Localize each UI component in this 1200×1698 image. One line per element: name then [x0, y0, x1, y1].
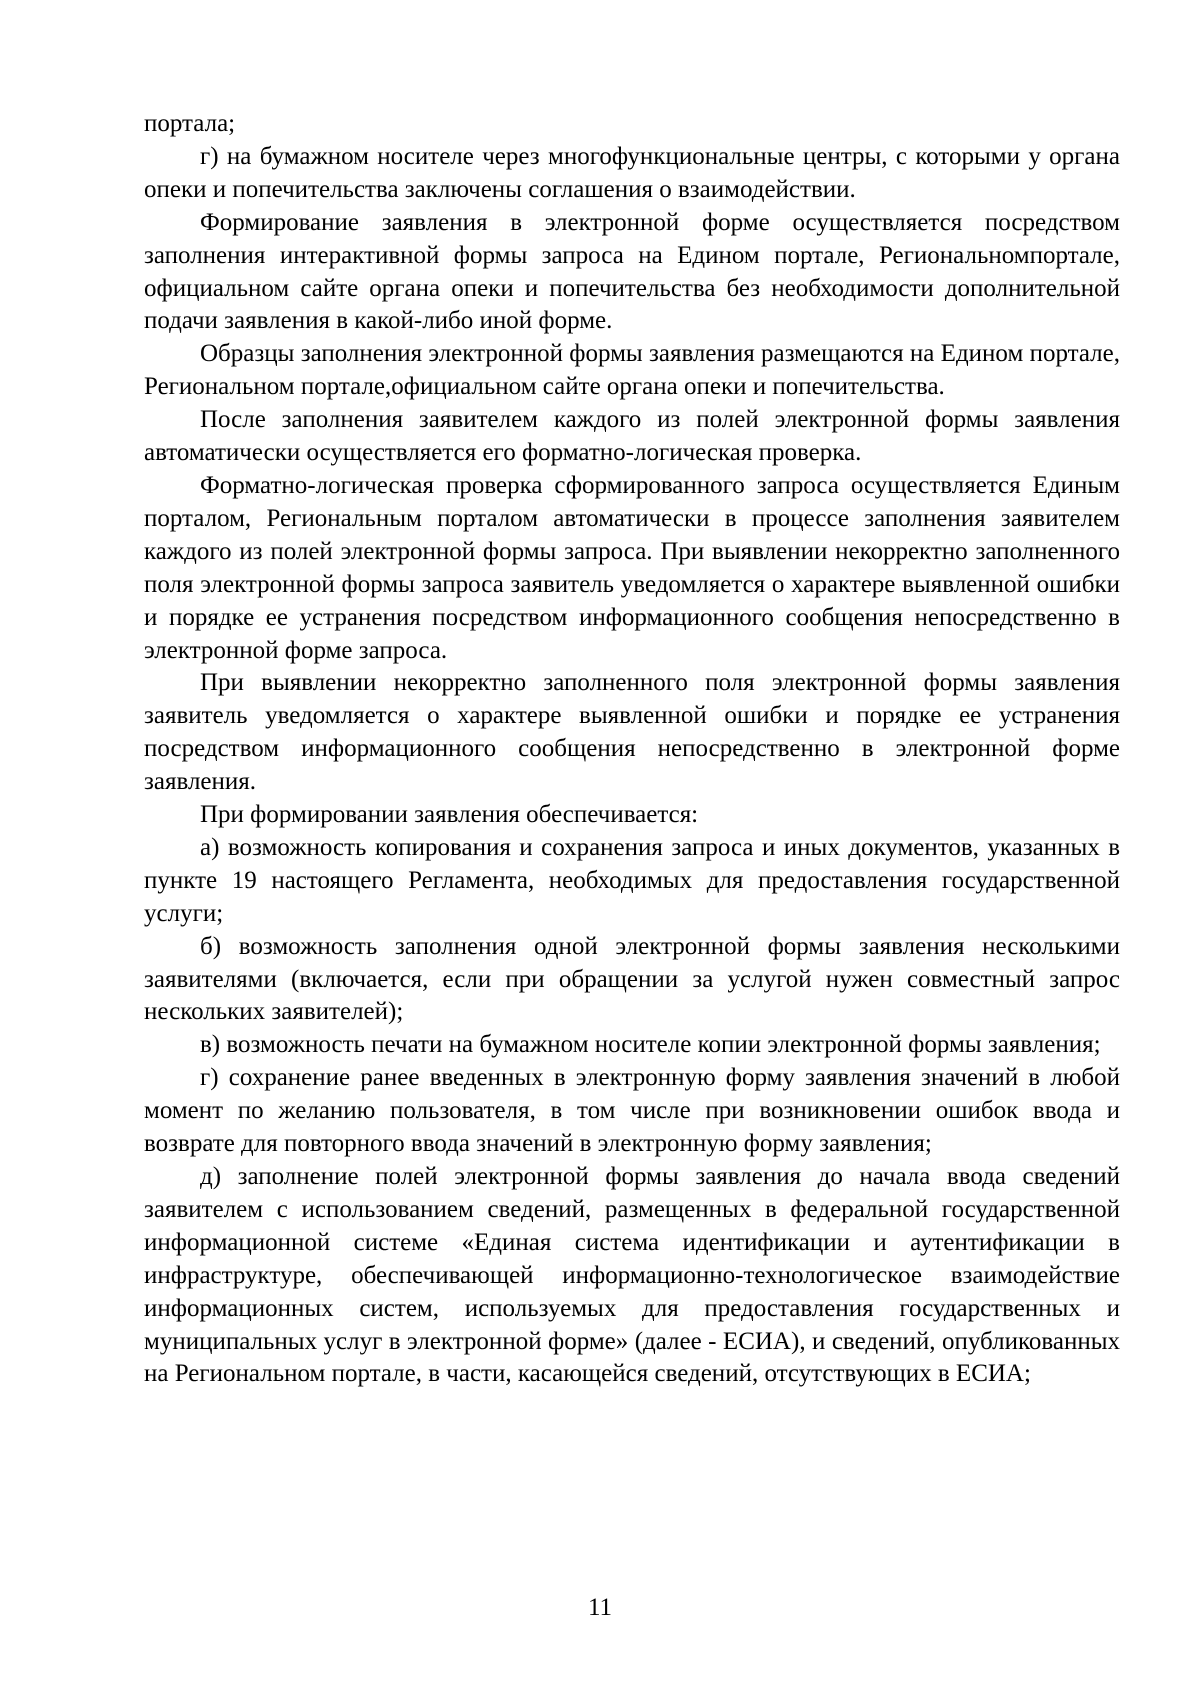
- page-number: 11: [587, 1594, 613, 1621]
- paragraph-samples: Образцы заполнения электронной формы заявления размещаются на Едином портале, Региональном портале,официальном сайте органа опеки и попечительства.: [144, 340, 1120, 401]
- list-item-a: а) возможность копирования и сохранения запроса и иных документов, указанных в пункте 19 настоящего Регламента, необходимых для предоставления государственной услуги;: [144, 833, 1120, 927]
- document-body: [144, 108, 1120, 1391]
- list-item-g: г) сохранение ранее введенных в электронную форму заявления значений в любой момент по желанию пользователя, в том числе при возникновении ошибок ввода и возврате для повторного ввода значений в электронную форму заявления;: [144, 1064, 1120, 1158]
- list-item-d: д) заполнение полей электронной формы заявления до начала ввода сведений заявителем с использованием сведений, размещенных в федеральной государственной информационной системе «Единая система идентификации и аутентификации в инфраструктуре, обеспечивающей информационно-технологическое взаимодействие информационных систем, используемых для предоставления государственных и муниципальных услуг в электронной форме» (далее - ЕСИА), и сведений, опубликованных на Региональном портале, в части, касающейся сведений, отсутствующих в ЕСИА;: [144, 1163, 1120, 1388]
- paragraph-form-creation: Формирование заявления в электронной форме осуществляется посредством заполнения интерактивной формы запроса на Едином портале, Региональномпортале, официальном сайте органа опеки и попечительства без необходимости дополнительной подачи заявления в какой-либо иной форме.: [144, 208, 1120, 335]
- paragraph-provided-list-intro: При формировании заявления обеспечивается:: [200, 801, 699, 829]
- paragraph-item-g-paper: г) на бумажном носителе через многофункциональные центры, с которыми у органа опеки и попечительства заключены соглашения о взаимодействии.: [144, 142, 1120, 203]
- paragraph-after-filling: После заполнения заявителем каждого из полей электронной формы заявления автоматически осуществляется его форматно-логическая проверка.: [144, 406, 1120, 467]
- paragraph-format-check: Форматно-логическая проверка сформированного запроса осуществляется Единым порталом, Региональным порталом автоматически в процессе заполнения заявителем каждого из полей электронной формы запроса. При выявлении некорректно заполненного поля электронной формы запроса заявитель уведомляется о характере выявленной ошибки и порядке ее устранения посредством информационного сообщения непосредственно в электронной форме запроса.: [144, 471, 1120, 664]
- list-item-b: б) возможность заполнения одной электронной формы заявления несколькими заявителями (включается, если при обращении за услугой нужен совместный запрос нескольких заявителей);: [144, 932, 1120, 1026]
- paragraph-portal-end: портала;: [144, 110, 236, 137]
- list-item-v: в) возможность печати на бумажном носителе копии электронной формы заявления;: [200, 1031, 1101, 1059]
- paragraph-incorrect-field: При выявлении некорректно заполненного поля электронной формы заявления заявитель уведомляется о характере выявленной ошибки и порядке ее устранения посредством информационного сообщения непосредственно в электронной форме заявления.: [144, 669, 1120, 796]
